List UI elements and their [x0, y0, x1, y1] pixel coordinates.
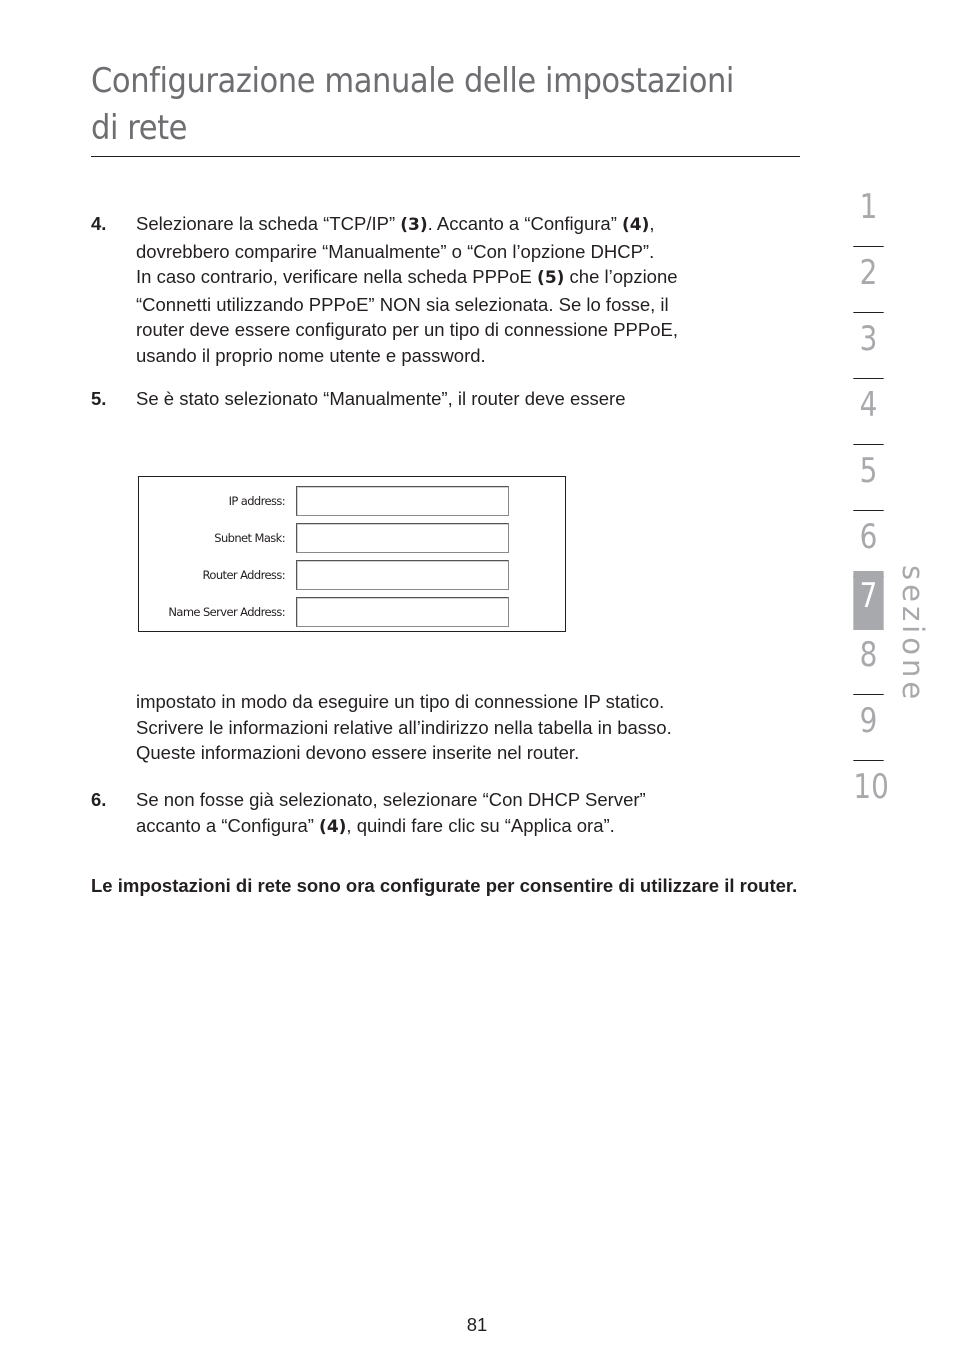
ip-settings-panel — [138, 476, 566, 632]
summary-note: Le impostazioni di rete sono ora configurate per consentire di utilizzare il router. — [91, 875, 798, 896]
step-line: Queste informazioni devono essere inserite nel router. — [136, 742, 580, 763]
section-nav-item-8[interactable]: 8 — [853, 630, 883, 695]
section-nav-item-7-active[interactable]: 7 — [853, 571, 883, 630]
step-text: , quindi fare clic su “Applica ora”. — [346, 814, 615, 836]
ip-address-row — [139, 484, 565, 518]
callout-ref: (4) — [319, 816, 347, 837]
step-number: 6. — [91, 789, 107, 810]
step-body — [136, 787, 816, 840]
step-text: Selezionare la scheda “TCP/IP” — [136, 213, 401, 234]
callout-ref: (3) — [400, 215, 428, 235]
step-line: “Connetti utilizzando PPPoE” NON sia selezionata. Se lo fosse, il — [136, 293, 669, 315]
step-5-continuation — [136, 689, 816, 766]
subnet-mask-field[interactable] — [296, 523, 509, 553]
step-line — [136, 264, 816, 292]
section-nav-item-4[interactable]: 4 — [853, 380, 883, 445]
section-nav-item-3[interactable]: 3 — [853, 314, 883, 379]
step-line: impostato in modo da eseguire un tipo di connessione IP statico. — [136, 691, 665, 712]
subnet-mask-label: Subnet Mask: — [214, 531, 285, 545]
router-address-row — [139, 558, 565, 592]
name-server-row — [139, 595, 565, 629]
callout-ref: (5) — [537, 268, 565, 288]
step-line: usando il proprio nome utente e password. — [136, 344, 486, 366]
subnet-mask-row — [139, 521, 565, 555]
step-number: 5. — [91, 388, 107, 409]
section-nav-item-5[interactable]: 5 — [853, 446, 883, 511]
router-address-field[interactable] — [296, 560, 509, 590]
section-nav-item-9[interactable]: 9 — [853, 696, 883, 761]
ip-address-field[interactable] — [296, 486, 509, 516]
section-label: sezione — [896, 565, 930, 704]
step-line: Scrivere le informazioni relative all’indirizzo nella tabella in basso. — [136, 716, 672, 738]
callout-ref: (4) — [622, 215, 650, 235]
step-body — [136, 211, 816, 368]
page-title: Configurazione manuale delle impostazioni di rete — [91, 61, 734, 148]
router-address-label: Router Address: — [202, 568, 285, 582]
step-line: Se non fosse già selezionato, selezionare “Con DHCP Server” — [136, 789, 646, 810]
step-text: . Accanto a “Configura” — [427, 213, 622, 234]
ip-address-label: IP address: — [228, 494, 285, 508]
name-server-address-label: Name Server Address: — [168, 605, 285, 619]
step-text: accanto a “Configura” — [136, 814, 320, 836]
step-line — [136, 211, 816, 239]
step-line: Se è stato selezionato “Manualmente”, il router deve essere — [136, 388, 626, 409]
section-nav-item-10[interactable]: 10 — [853, 767, 889, 807]
step-text: In caso contrario, verificare nella scheda PPPoE — [136, 266, 538, 287]
section-nav-item-2[interactable]: 2 — [853, 248, 883, 313]
step-text: che l’opzione — [564, 266, 678, 287]
section-nav-item-6[interactable]: 6 — [853, 512, 883, 577]
step-line: router deve essere configurato per un tipo di connessione PPPoE, — [136, 319, 678, 340]
step-line: dovrebbero comparire “Manualmente” o “Con l’opzione DHCP”. — [136, 240, 655, 262]
step-body — [136, 386, 816, 412]
name-server-address-field[interactable] — [296, 597, 509, 627]
page-number: 81 — [466, 1314, 488, 1335]
step-text: , — [649, 213, 655, 234]
step-number: 4. — [91, 213, 107, 234]
step-line — [136, 813, 816, 841]
title-divider — [91, 156, 800, 157]
section-nav-item-1[interactable]: 1 — [853, 182, 883, 247]
